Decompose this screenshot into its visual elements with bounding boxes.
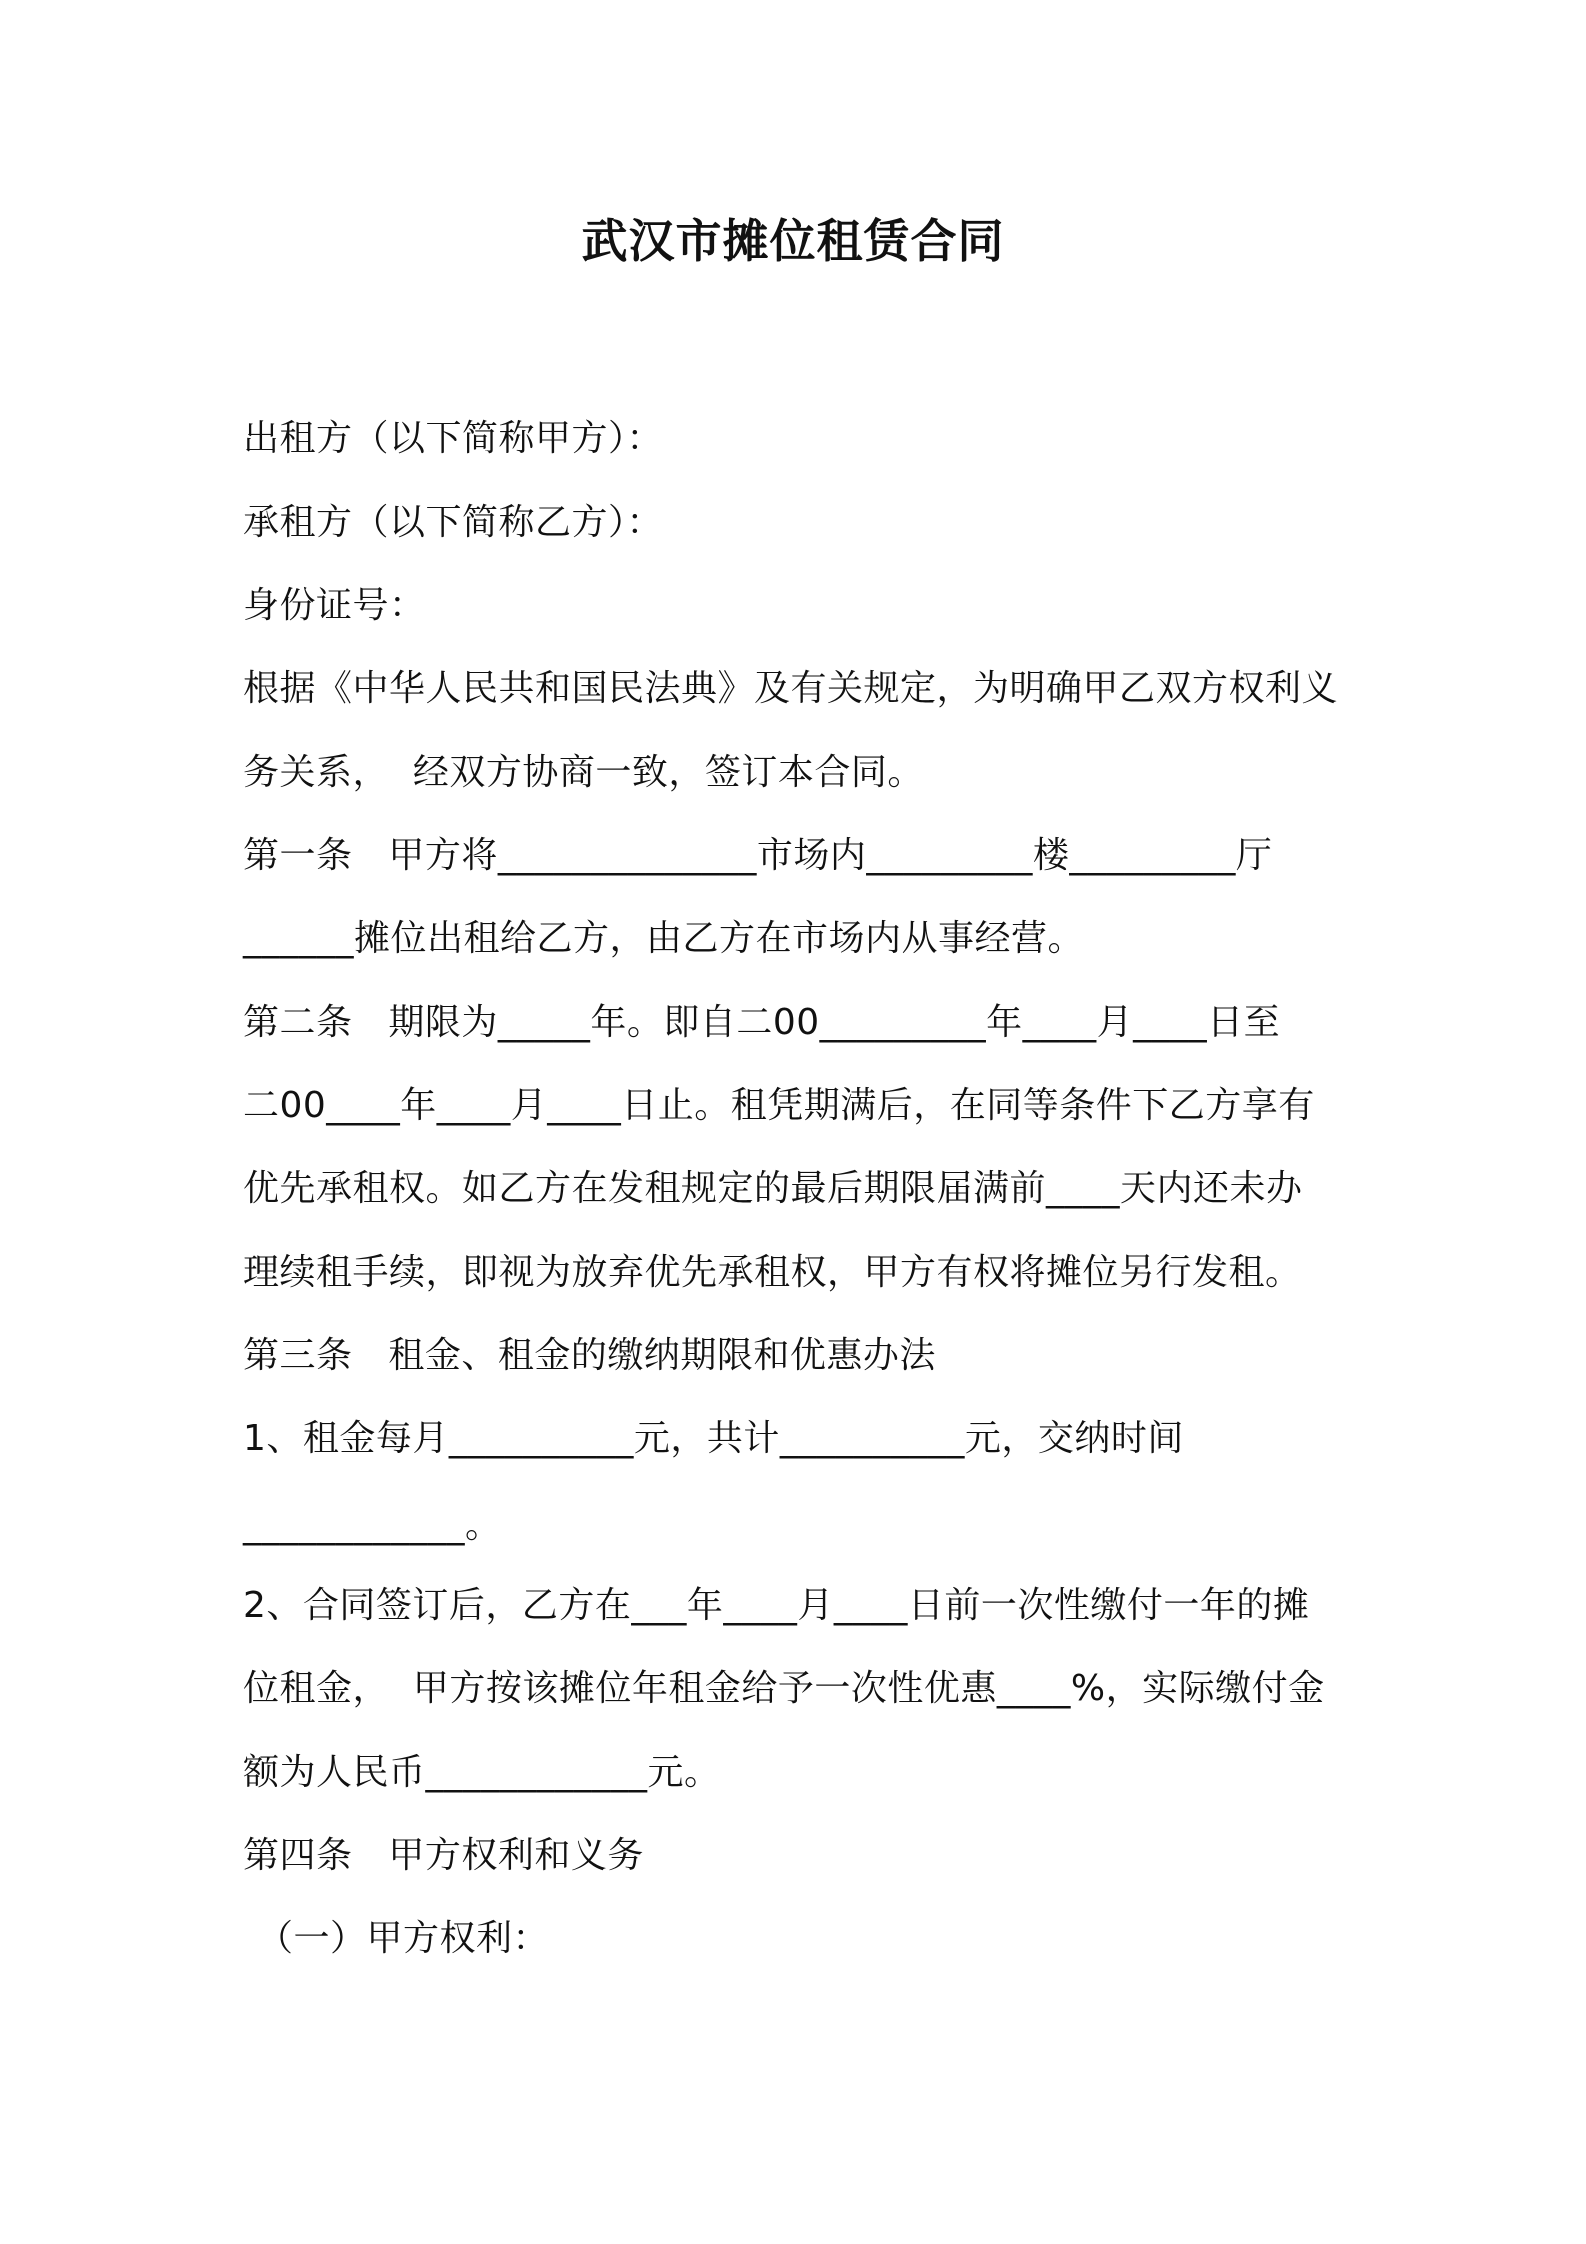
article-3-item-2-line-2: 位租金， 甲方按该摊位年租金给予一次性优惠____%，实际缴付金 xyxy=(243,1668,1325,1709)
article-3-item-2-line-1: 2、合同签订后，乙方在___年____月____日前一次性缴付一年的摊 xyxy=(243,1585,1310,1626)
lessor-line: 出租方（以下简称甲方）： xyxy=(243,418,664,459)
article-3-heading: 第三条 租金、租金的缴纳期限和优惠办法 xyxy=(243,1335,936,1376)
preamble-line-1: 根据《中华人民共和国民法典》及有关规定，为明确甲乙双方权利义 xyxy=(243,668,1339,709)
lessee-line: 承租方（以下简称乙方）： xyxy=(243,502,664,543)
article-1-line-2: ______摊位出租给乙方，由乙方在市场内从事经营。 xyxy=(243,918,1085,959)
preamble-line-2: 务关系， 经双方协商一致，签订本合同。 xyxy=(243,752,924,793)
article-3-item-1-line-1: 1、租金每月__________元，共计__________元，交纳时间 xyxy=(243,1418,1184,1459)
article-3-item-1-line-2: ____________。 xyxy=(243,1505,502,1546)
article-2-line-4: 理续租手续，即视为放弃优先承租权，甲方有权将摊位另行发租。 xyxy=(243,1252,1302,1293)
id-number-line: 身份证号： xyxy=(243,585,426,626)
article-1-line-1: 第一条 甲方将______________市场内_________楼_________厅 xyxy=(243,835,1273,876)
article-4-heading: 第四条 甲方权利和义务 xyxy=(243,1835,644,1876)
article-2-line-1: 第二条 期限为_____年。即自二00_________年____月____日至 xyxy=(243,1002,1281,1043)
document-title: 武汉市摊位租赁合同 xyxy=(581,214,1005,268)
article-2-line-2: 二00____年____月____日止。租凭期满后，在同等条件下乙方享有 xyxy=(243,1085,1315,1126)
article-3-item-2-line-3: 额为人民币____________元。 xyxy=(243,1752,721,1793)
article-2-line-3: 优先承租权。如乙方在发租规定的最后期限届满前____天内还未办 xyxy=(243,1168,1303,1209)
lessor-rights-heading: （一）甲方权利： xyxy=(257,1918,550,1959)
